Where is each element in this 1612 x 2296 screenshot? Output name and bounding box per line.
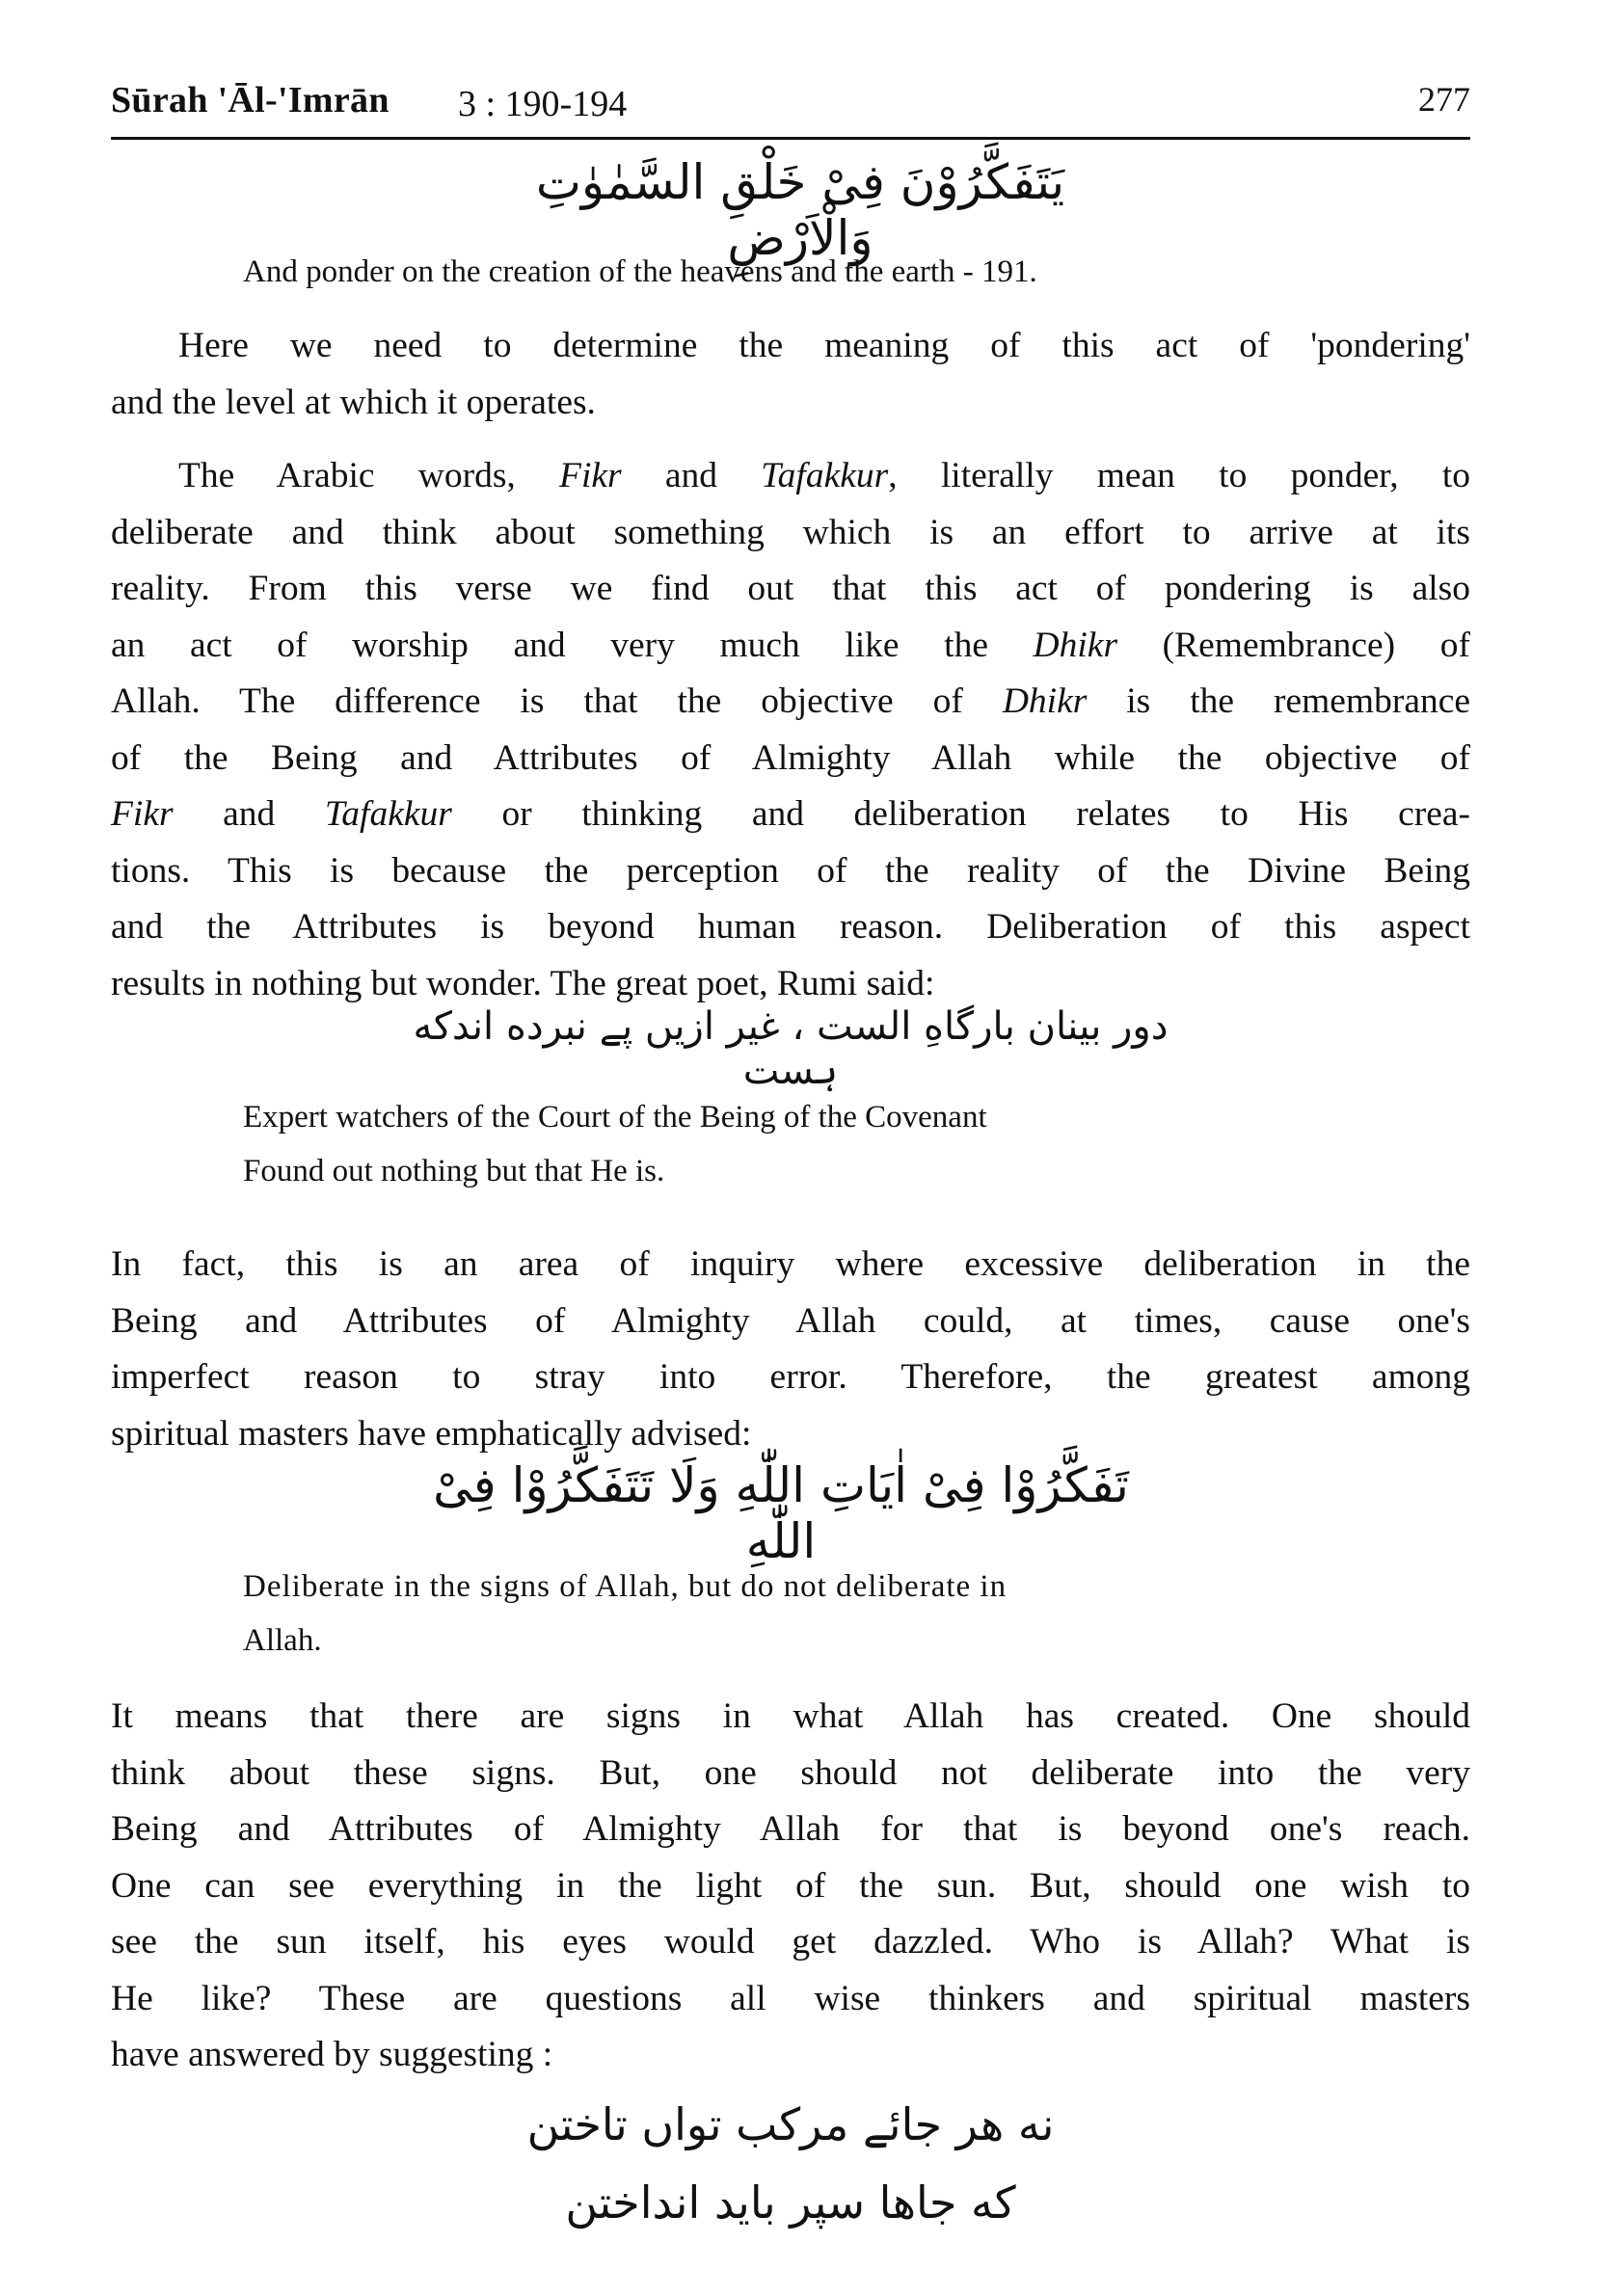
page-header [111,75,1470,133]
persian-verse-line-2: که جاها سپر باید انداختن [565,2176,1016,2229]
term-dhikr: Dhikr [1033,625,1118,665]
paragraph-line: One can see everything in the light of the sun. But, should one wish to [111,1865,1470,1906]
paragraph-line: have answered by suggesting : [111,2035,553,2074]
paragraph-line: imperfect reason to stray into error. Therefore, the greatest among [111,1357,1470,1397]
paragraph-line: and the Attributes is beyond human reason. Deliberation of this aspect [111,907,1470,947]
paragraph-line: Being and Attributes of Almighty Allah could, at times, cause one's [111,1300,1470,1341]
paragraph-line: reality. From this verse we find out that this act of pondering is also [111,569,1470,608]
paragraph-line: Being and Attributes of Almighty Allah for that is beyond one's reach. [111,1809,1470,1849]
rumi-translation-line-2: Found out nothing but that He is. [243,1154,665,1188]
term-tafakkur: Tafakkur [324,794,452,834]
header-rule [111,137,1470,140]
paragraph-2 [111,448,1470,1012]
arabic-verse-191: يَتَفَكَّرُوْنَ فِىْ خَلْقِ السَّمٰوٰتِ وَالْاَرْضِ [535,154,1065,266]
paragraph-line: an act of worship and very much like the Dhikr (Remembrance) of [111,625,1470,665]
verse-reference: 3 : 190-194 [458,84,628,124]
term-fikr: Fikr [111,794,174,834]
rumi-persian-couplet: دور بينان بارگاهِ الست ، غير ازيں پے نبرده اندکه ہست [413,1004,1169,1093]
paragraph-line: results in nothing but wonder. The great poet, Rumi said: [111,963,935,1003]
saying-translation-line-1: Deliberate in the signs of Allah, but do not deliberate in [243,1569,1008,1604]
paragraph-line: It means that there are signs in what Allah has created. One should [111,1696,1470,1736]
paragraph-line: Fikr and Tafakkur or thinking and deliberation relates to His crea- [111,794,1470,834]
paragraph-line: Allah. The difference is that the objective of Dhikr is the remembrance [111,681,1470,721]
paragraph-line: and the level at which it operates. [111,382,596,422]
term-fikr: Fikr [559,456,622,495]
arabic-saying: تَفَكَّرُوْا فِىْ اٰيَاتِ اللّٰهِ وَلَا تَتَفَكَّرُوْا فِىْ اللّٰهِ [433,1457,1129,1569]
page-number: 277 [1418,80,1470,119]
paragraph-line: Here we need to determine the meaning of this act of 'pondering' [178,326,1470,365]
paragraph-line: think about these signs. But, one should not deliberate into the very [111,1752,1470,1793]
paragraph-line: deliberate and think about something which is an effort to arrive at its [111,512,1470,552]
verse-translation: And ponder on the creation of the heavens and the earth - 191. [243,254,1037,289]
paragraph-1 [111,318,1470,431]
paragraph-line: spiritual masters have emphatically advised: [111,1413,752,1454]
saying-translation-line-2: Allah. [243,1623,322,1658]
paragraph-line: tions. This is because the perception of the reality of the Divine Being [111,850,1470,891]
paragraph-4 [111,1689,1470,2084]
paragraph-line: He like? These are questions all wise thinkers and spiritual masters [111,1978,1470,2018]
paragraph-line: of the Being and Attributes of Almighty Allah while the objective of [111,737,1470,778]
paragraph-line: The Arabic words, Fikr and Tafakkur, literally mean to ponder, to [178,456,1471,495]
term-tafakkur: Tafakkur [761,456,889,495]
term-dhikr: Dhikr [1002,681,1088,721]
running-title: Sūrah 'Āl-'Imrān [111,80,390,120]
rumi-translation-line-1: Expert watchers of the Court of the Being of the Covenant [243,1100,987,1135]
paragraph-line: In fact, this is an area of inquiry where excessive deliberation in the [111,1244,1470,1284]
persian-verse-line-1: نه هر جائے مرکب تواں تاختن [526,2098,1055,2150]
paragraph-3 [111,1237,1470,1462]
paragraph-line: see the sun itself, his eyes would get dazzled. Who is Allah? What is [111,1922,1470,1962]
